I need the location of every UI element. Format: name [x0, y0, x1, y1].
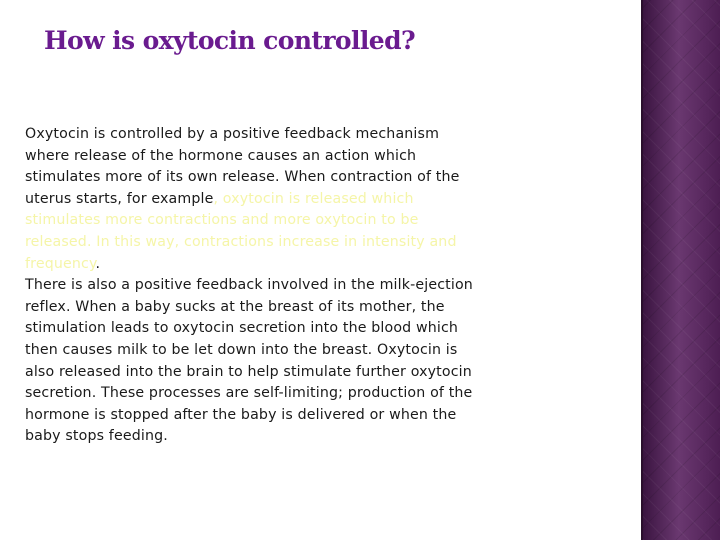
paragraph-end-punctuation: . [95, 255, 101, 272]
paragraph-intro-text: Oxytocin is controlled by a positive feedback mechanism where release of the hormone causes an action which stimulates more of its own release. When contraction of the uterus starts, for example [25, 126, 460, 207]
slide-body [25, 124, 485, 448]
paragraph-oxytocin-feedback [25, 124, 485, 275]
highlighted-comma: , [213, 190, 219, 207]
highlighted-text: oxytocin is released which stimulates more contractions and more oxytocin to be released. In this way, contractions increase in intensity and frequency [25, 190, 457, 272]
decorative-side-panel [641, 0, 720, 540]
slide-title: How is oxytocin controlled? [44, 26, 416, 55]
paragraph-milk-ejection-reflex: There is also a positive feedback involved in the milk-ejection reflex. When a baby sucks at the breast of its mother, the stimulation leads to oxytocin secretion into the blood which then causes milk to be let down into the breast. Oxytocin is also released into the brain to help stimulate further oxytocin secretion. These processes are self-limiting; production of the hormone is stopped after the baby is delivered or when the baby stops feeding. [25, 277, 473, 445]
